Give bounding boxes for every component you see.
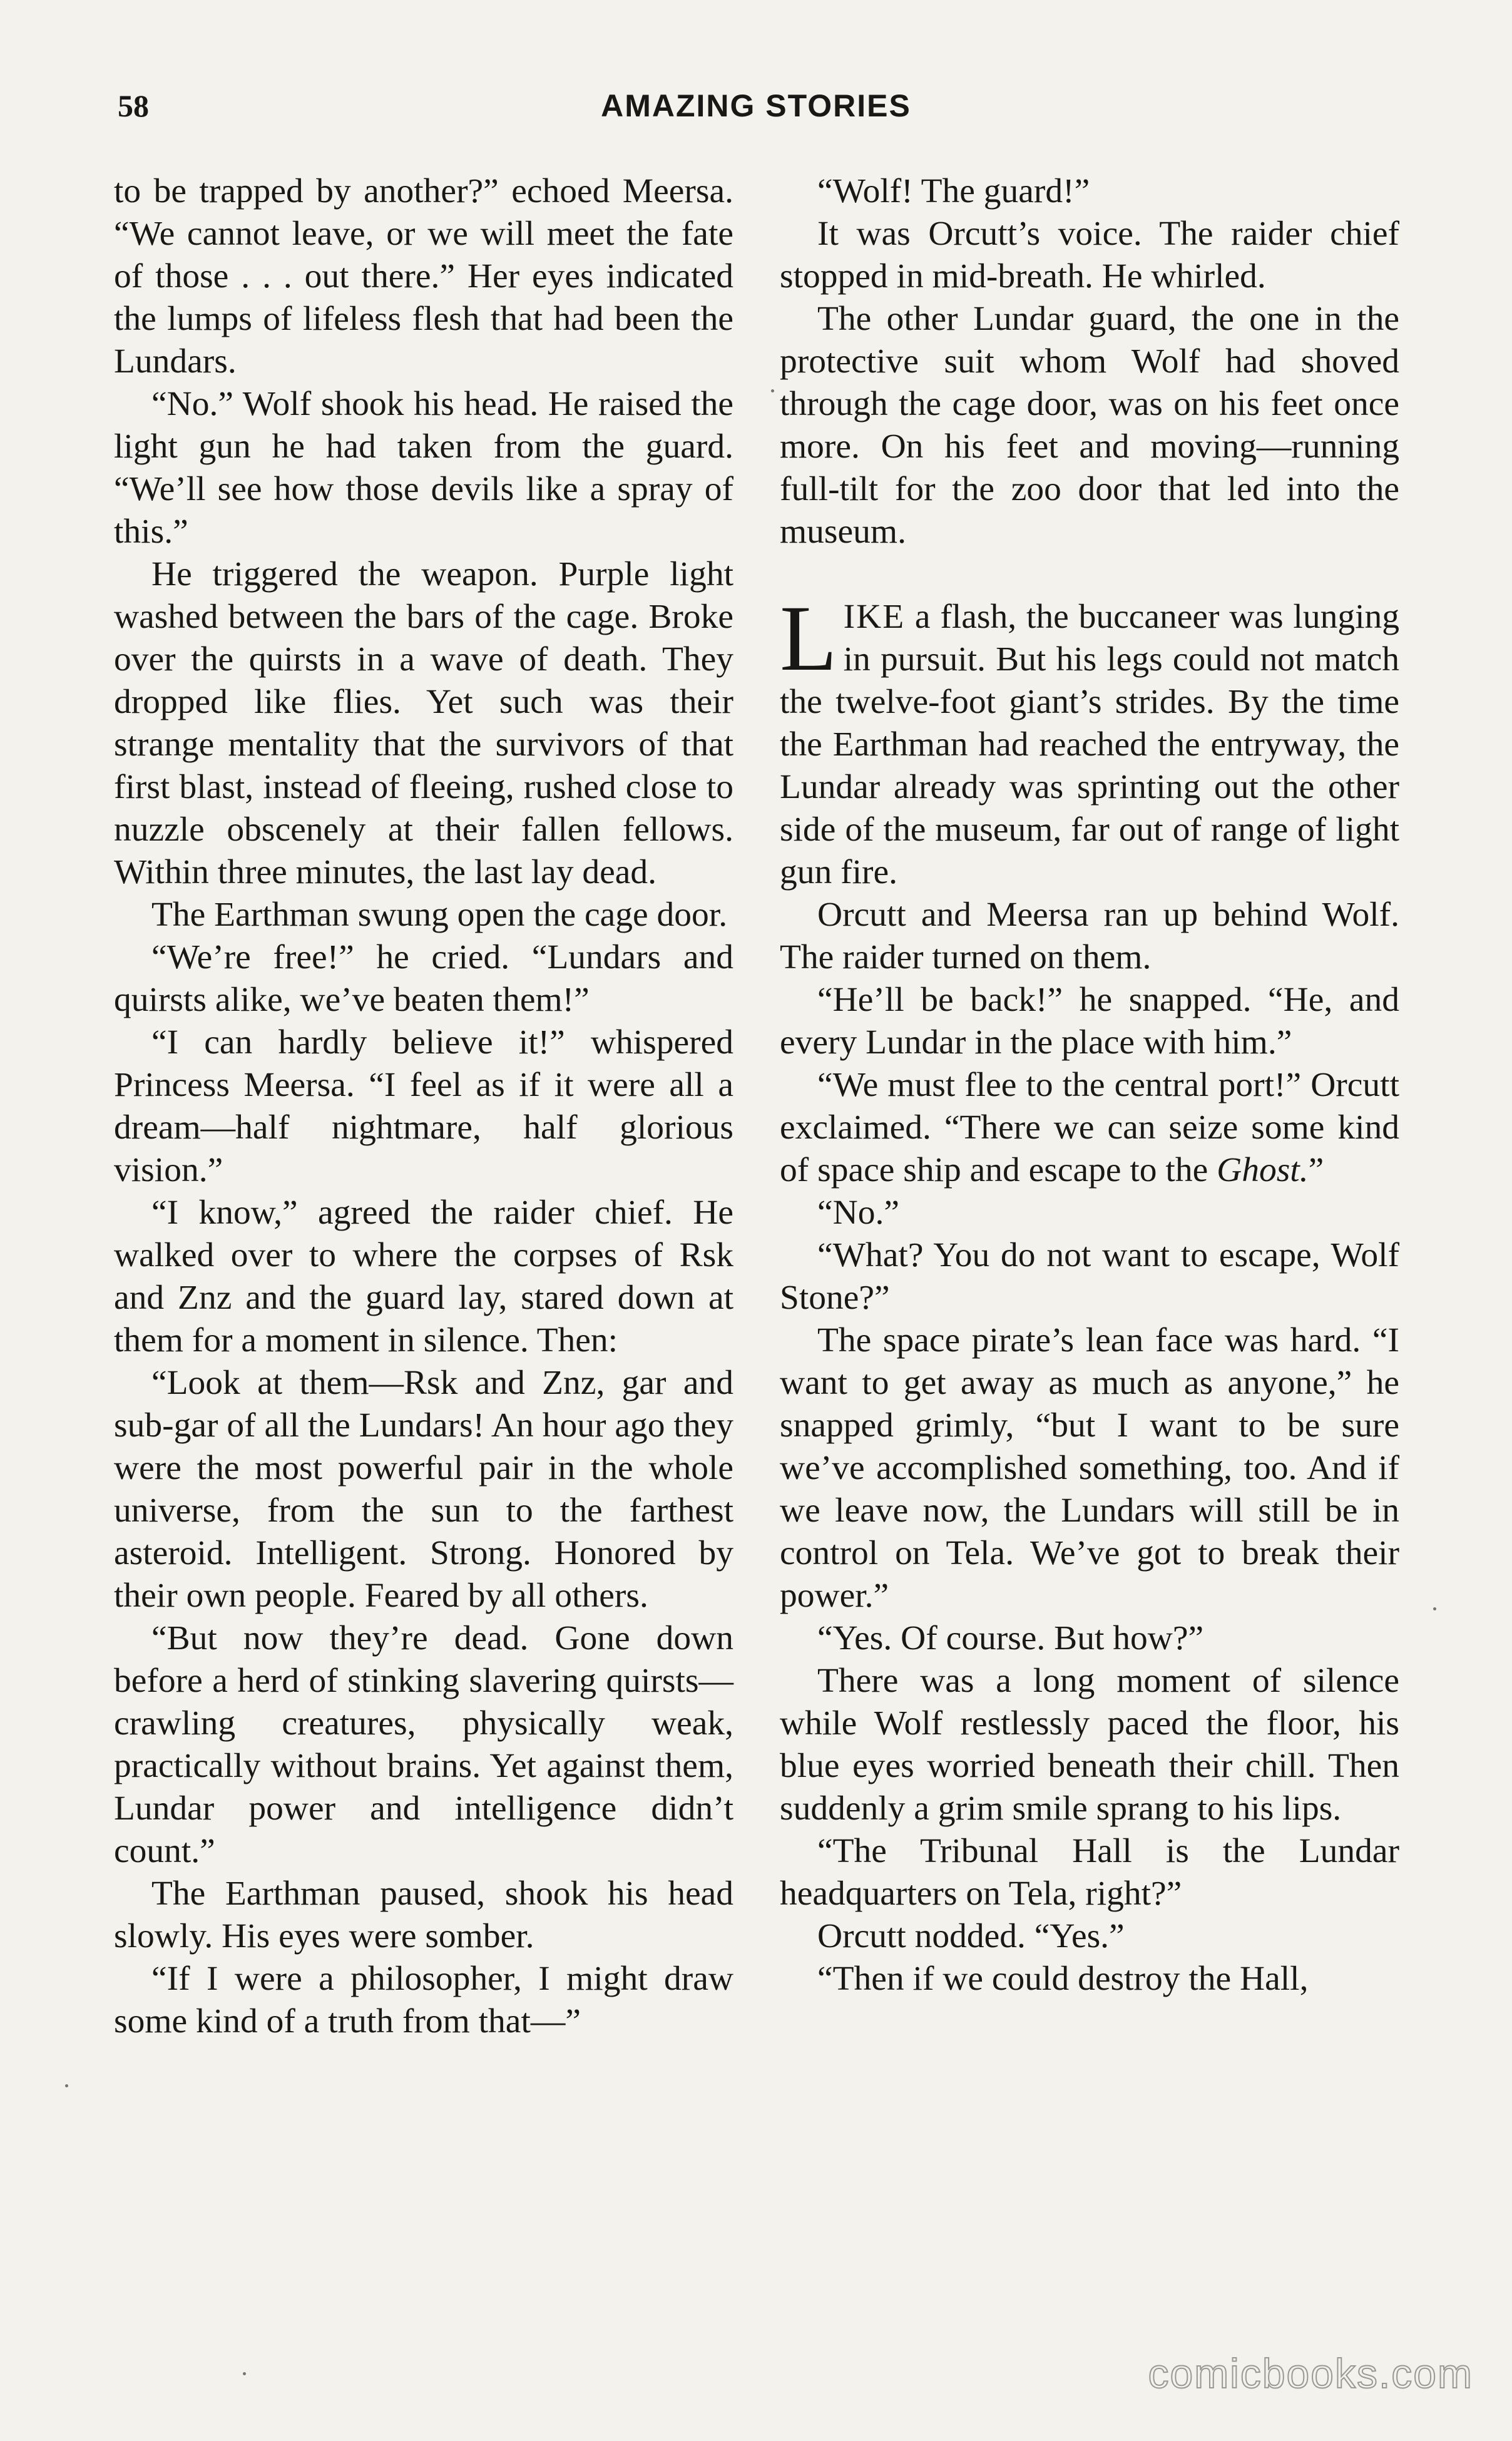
- watermark: comicbooks.com: [1148, 2350, 1473, 2397]
- paragraph: “I know,” agreed the raider chief. He walked over to where the corpses of Rsk and Znz and the guard lay, stared down at them for a moment in silence. Then:: [114, 1194, 733, 1359]
- print-speck: [1433, 1607, 1436, 1610]
- paragraph: “We must flee to the central port!” Orcutt exclaimed. “There we can seize some kind of space ship and escape to the Ghost.”: [780, 1066, 1399, 1189]
- paragraph: “He’ll be back!” he snapped. “He, and every Lundar in the place with him.”: [780, 981, 1399, 1062]
- paragraph: “If I were a philosopher, I might draw some kind of a truth from that—”: [114, 1960, 733, 2040]
- dropcap-paragraph-text: a flash, the buccaneer was lunging in pursuit. But his legs could not match the twelve-foot giant’s strides. By the time the Earthman had reached the entryway, the Lundar already was sprinting out the other side of the museum, far out of range of light gun fire.: [780, 598, 1399, 891]
- paragraph: Orcutt nodded. “Yes.”: [817, 1917, 1125, 1955]
- paragraph: “We’re free!” he cried. “Lundars and quirsts alike, we’ve beaten them!”: [114, 938, 733, 1019]
- paragraph: “The Tribunal Hall is the Lundar headquarters on Tela, right?”: [780, 1832, 1399, 1913]
- drop-cap-word-rest: IKE: [843, 598, 906, 636]
- paragraph: “Look at them—Rsk and Znz, gar and sub-gar of all the Lundars! An hour ago they were the most powerful pair in the whole universe, from the sun to the farthest asteroid. Intelligent. Strong. Honored by their own people. Feared by all others.: [114, 1364, 733, 1615]
- paragraph: “Then if we could destroy the Hall,: [817, 1960, 1309, 1998]
- dropcap-paragraph: [780, 586, 1399, 894]
- paragraph: “No.” Wolf shook his head. He raised the light gun he had taken from the guard. “We’ll see how those devils like a spray of this.”: [114, 385, 733, 551]
- paragraph: The other Lundar guard, the one in the protective suit whom Wolf had shoved through the cage door, was on his feet once more. On his feet and moving—running full-tilt for the zoo door that led into the museum.: [780, 300, 1399, 551]
- paragraph: to be trapped by another?” echoed Meersa. “We cannot leave, or we will meet the fate of those . . . out there.” Her eyes indicated the lumps of lifeless flesh that had been the Lundars.: [114, 172, 733, 381]
- drop-cap-initial: L: [780, 586, 837, 690]
- paragraph: “Wolf! The guard!”: [817, 172, 1090, 210]
- paragraph: He triggered the weapon. Purple light washed between the bars of the cage. Broke over the quirsts in a wave of death. They dropped like flies. Yet such was their strange mentality that the survivors of that first blast, instead of fleeing, rushed close to nuzzle obscenely at their fallen fellows. Within three minutes, the last lay dead.: [114, 555, 733, 891]
- ship-name: Ghost.: [1217, 1151, 1309, 1189]
- paragraph: “I can hardly believe it!” whispered Princess Meersa. “I feel as if it were all a dream—half nightmare, half glorious vision.”: [114, 1023, 733, 1189]
- print-speck: [65, 2084, 68, 2087]
- running-head: AMAZING STORIES: [601, 88, 911, 123]
- paragraph: It was Orcutt’s voice. The raider chief stopped in mid-breath. He whirled.: [780, 215, 1399, 295]
- page-number: 58: [118, 88, 149, 123]
- paragraph: “But now they’re dead. Gone down before a herd of stinking slavering quirsts—crawling creatures, physically weak, practically without brains. Yet against them, Lundar power and intelligence didn’t count.”: [114, 1619, 733, 1870]
- print-speck: [243, 2372, 246, 2375]
- paragraph: There was a long moment of silence while Wolf restlessly paced the floor, his blue eyes worried beneath their chill. Then suddenly a grim smile sprang to his lips.: [780, 1662, 1399, 1828]
- print-speck: [771, 389, 774, 392]
- right-column: [780, 170, 1399, 2000]
- paragraph: The Earthman swung open the cage door.: [151, 896, 728, 934]
- paragraph: “Yes. Of course. But how?”: [817, 1619, 1204, 1657]
- paragraph: “No.”: [817, 1194, 899, 1232]
- paragraph: The space pirate’s lean face was hard. “I want to get away as much as anyone,” he snapped grimly, “but I want to be sure we’ve accomplished something, too. And if we leave now, the Lundars will still be in control on Tela. We’ve got to break their power.”: [780, 1321, 1399, 1615]
- paragraph: The Earthman paused, shook his head slowly. His eyes were somber.: [114, 1875, 733, 1955]
- paragraph: “What? You do not want to escape, Wolf Stone?”: [780, 1236, 1399, 1317]
- left-column: [114, 170, 733, 2043]
- paragraph: Orcutt and Meersa ran up behind Wolf. The raider turned on them.: [780, 896, 1399, 976]
